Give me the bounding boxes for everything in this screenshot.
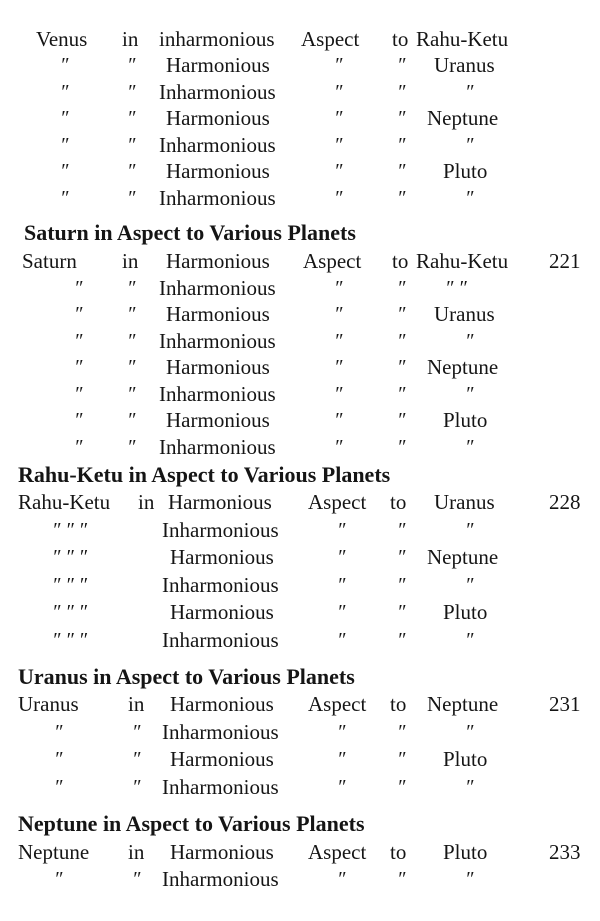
ditto-mark: ″ bbox=[397, 303, 406, 325]
aspect-type-cell: Harmonious bbox=[170, 747, 274, 771]
ditto-mark: ″ bbox=[127, 277, 136, 299]
ditto-mark: ″ bbox=[465, 134, 474, 156]
ditto-mark: ″ bbox=[60, 107, 69, 129]
ditto-mark: ″ bbox=[334, 436, 343, 458]
ditto-mark: ″ bbox=[397, 629, 406, 651]
ditto-mark: ″ bbox=[132, 868, 141, 890]
ditto-mark: ″ bbox=[465, 81, 474, 103]
ditto-mark: ″ bbox=[337, 776, 346, 798]
planet-cell: Uranus bbox=[18, 692, 79, 716]
page-number: 233 bbox=[549, 840, 581, 864]
table-row bbox=[0, 544, 600, 570]
aspect-type-cell: Harmonious bbox=[170, 840, 274, 864]
ditto-mark: ″ bbox=[334, 409, 343, 431]
ditto-mark: ″ bbox=[74, 277, 83, 299]
aspect-type-cell: Inharmonious bbox=[159, 329, 276, 353]
table-row bbox=[0, 185, 600, 211]
aspect-type-cell: Harmonious bbox=[166, 302, 270, 326]
table-row bbox=[0, 746, 600, 772]
section-heading-neptune: Neptune in Aspect to Various Planets bbox=[18, 811, 365, 836]
ditto-mark: ″ bbox=[397, 546, 406, 568]
ditto-mark: ″ bbox=[132, 776, 141, 798]
table-row bbox=[0, 301, 600, 327]
table-row bbox=[0, 105, 600, 131]
ditto-mark: ″ bbox=[397, 748, 406, 770]
ditto-mark: ″ bbox=[397, 330, 406, 352]
ditto-mark: ″ bbox=[127, 436, 136, 458]
page-number: 228 bbox=[549, 490, 581, 514]
ditto-mark: ″ bbox=[54, 776, 63, 798]
aspect-type-cell: Harmonious bbox=[166, 355, 270, 379]
aspect-cell: Aspect bbox=[303, 249, 362, 273]
ditto-mark: ″ bbox=[397, 409, 406, 431]
ditto-mark: ″ bbox=[397, 721, 406, 743]
ditto-mark: ″ bbox=[337, 574, 346, 596]
target-planet-cell: Rahu-Ketu bbox=[416, 27, 509, 51]
table-row bbox=[0, 434, 600, 460]
aspect-type-cell: Harmonious bbox=[166, 106, 270, 130]
section-heading-rahu-ketu: Rahu-Ketu in Aspect to Various Planets bbox=[18, 462, 391, 487]
table-row bbox=[0, 275, 600, 301]
ditto-mark: ″ bbox=[334, 107, 343, 129]
aspect-cell: Aspect bbox=[308, 840, 367, 864]
ditto-mark: ″ bbox=[337, 519, 346, 541]
table-row bbox=[0, 774, 600, 800]
ditto-mark: ″ bbox=[465, 519, 474, 541]
table-row bbox=[0, 866, 600, 892]
ditto-mark: ″ bbox=[397, 356, 406, 378]
target-planet-cell: Pluto bbox=[443, 747, 488, 771]
table-row bbox=[0, 517, 600, 543]
ditto-mark: ″ bbox=[60, 54, 69, 76]
ditto-mark: ″ ″ ″ bbox=[52, 546, 87, 568]
ditto-mark: ″ bbox=[334, 303, 343, 325]
planet-cell: Venus bbox=[36, 27, 88, 51]
ditto-mark: ″ ″ bbox=[445, 277, 467, 299]
aspect-type-cell: Harmonious bbox=[166, 53, 270, 77]
ditto-mark: ″ bbox=[397, 601, 406, 623]
ditto-mark: ″ bbox=[127, 187, 136, 209]
ditto-mark: ″ bbox=[334, 330, 343, 352]
aspect-type-cell: Inharmonious bbox=[159, 80, 276, 104]
target-planet-cell: Uranus bbox=[434, 490, 495, 514]
table-row bbox=[0, 719, 600, 745]
ditto-mark: ″ bbox=[397, 187, 406, 209]
table-row bbox=[0, 79, 600, 105]
ditto-mark: ″ bbox=[54, 748, 63, 770]
table-row bbox=[0, 328, 600, 354]
target-planet-cell: Rahu-Ketu bbox=[416, 249, 509, 273]
ditto-mark: ″ ″ ″ bbox=[52, 629, 87, 651]
ditto-mark: ″ bbox=[465, 776, 474, 798]
planet-cell: Rahu-Ketu bbox=[18, 490, 111, 514]
ditto-mark: ″ bbox=[465, 868, 474, 890]
ditto-mark: ″ bbox=[74, 409, 83, 431]
ditto-mark: ″ bbox=[60, 134, 69, 156]
target-planet-cell: Neptune bbox=[427, 355, 499, 379]
table-row bbox=[0, 158, 600, 184]
to-cell: to bbox=[392, 249, 409, 273]
aspect-cell: Aspect bbox=[308, 692, 367, 716]
table-row bbox=[0, 839, 600, 865]
ditto-mark: ″ bbox=[337, 721, 346, 743]
table-row bbox=[0, 407, 600, 433]
aspect-type-cell: Harmonious bbox=[166, 159, 270, 183]
ditto-mark: ″ bbox=[127, 54, 136, 76]
table-row bbox=[0, 381, 600, 407]
ditto-mark: ″ bbox=[465, 436, 474, 458]
ditto-mark: ″ bbox=[127, 134, 136, 156]
ditto-mark: ″ bbox=[397, 81, 406, 103]
to-cell: to bbox=[390, 692, 407, 716]
ditto-mark: ″ bbox=[334, 277, 343, 299]
table-row bbox=[0, 627, 600, 653]
target-planet-cell: Pluto bbox=[443, 600, 488, 624]
ditto-mark: ″ bbox=[54, 721, 63, 743]
ditto-mark: ″ bbox=[465, 330, 474, 352]
ditto-mark: ″ bbox=[127, 303, 136, 325]
ditto-mark: ″ ″ ″ bbox=[52, 574, 87, 596]
ditto-mark: ″ bbox=[397, 277, 406, 299]
section-heading-saturn: Saturn in Aspect to Various Planets bbox=[24, 220, 356, 245]
ditto-mark: ″ bbox=[60, 160, 69, 182]
ditto-mark: ″ bbox=[397, 868, 406, 890]
ditto-mark: ″ bbox=[337, 748, 346, 770]
ditto-mark: ″ bbox=[334, 134, 343, 156]
in-cell: in bbox=[138, 490, 155, 514]
ditto-mark: ″ bbox=[74, 383, 83, 405]
planet-cell: Neptune bbox=[18, 840, 90, 864]
ditto-mark: ″ bbox=[74, 330, 83, 352]
aspect-type-cell: Inharmonious bbox=[162, 775, 279, 799]
aspect-type-cell: Inharmonious bbox=[162, 720, 279, 744]
ditto-mark: ″ bbox=[74, 303, 83, 325]
in-cell: in bbox=[128, 840, 145, 864]
aspect-type-cell: Inharmonious bbox=[162, 867, 279, 891]
table-row bbox=[0, 26, 600, 52]
ditto-mark: ″ bbox=[465, 629, 474, 651]
aspect-type-cell: Inharmonious bbox=[162, 628, 279, 652]
aspect-type-cell: Inharmonious bbox=[159, 435, 276, 459]
target-planet-cell: Pluto bbox=[443, 408, 488, 432]
target-planet-cell: Neptune bbox=[427, 545, 499, 569]
ditto-mark: ″ bbox=[397, 107, 406, 129]
ditto-mark: ″ bbox=[60, 81, 69, 103]
target-planet-cell: Pluto bbox=[443, 159, 488, 183]
aspect-type-cell: Harmonious bbox=[166, 408, 270, 432]
page-number: 221 bbox=[549, 249, 581, 273]
ditto-mark: ″ bbox=[74, 356, 83, 378]
ditto-mark: ″ bbox=[337, 601, 346, 623]
ditto-mark: ″ bbox=[465, 721, 474, 743]
table-row bbox=[0, 691, 600, 717]
target-planet-cell: Neptune bbox=[427, 692, 499, 716]
table-row bbox=[0, 132, 600, 158]
in-cell: in bbox=[122, 249, 139, 273]
aspect-type-cell: Inharmonious bbox=[159, 276, 276, 300]
table-row bbox=[0, 599, 600, 625]
planet-cell: Saturn bbox=[22, 249, 77, 273]
aspect-type-cell: Harmonious bbox=[168, 490, 272, 514]
aspect-type-cell: Harmonious bbox=[170, 692, 274, 716]
ditto-mark: ″ bbox=[334, 356, 343, 378]
ditto-mark: ″ bbox=[397, 383, 406, 405]
ditto-mark: ″ bbox=[334, 160, 343, 182]
target-planet-cell: Uranus bbox=[434, 53, 495, 77]
to-cell: to bbox=[390, 490, 407, 514]
table-row bbox=[0, 489, 600, 515]
ditto-mark: ″ bbox=[397, 54, 406, 76]
ditto-mark: ″ bbox=[127, 160, 136, 182]
aspect-type-cell: Harmonious bbox=[170, 545, 274, 569]
table-row bbox=[0, 248, 600, 274]
ditto-mark: ″ bbox=[465, 574, 474, 596]
ditto-mark: ″ bbox=[334, 383, 343, 405]
ditto-mark: ″ bbox=[60, 187, 69, 209]
table-row bbox=[0, 572, 600, 598]
aspect-type-cell: Inharmonious bbox=[159, 382, 276, 406]
page-number: 231 bbox=[549, 692, 581, 716]
to-cell: to bbox=[392, 27, 409, 51]
target-planet-cell: Neptune bbox=[427, 106, 499, 130]
ditto-mark: ″ bbox=[397, 134, 406, 156]
ditto-mark: ″ bbox=[397, 436, 406, 458]
ditto-mark: ″ bbox=[127, 81, 136, 103]
aspect-type-cell: Inharmonious bbox=[162, 573, 279, 597]
ditto-mark: ″ bbox=[397, 160, 406, 182]
aspect-type-cell: inharmonious bbox=[159, 27, 275, 51]
aspect-type-cell: Harmonious bbox=[166, 249, 270, 273]
ditto-mark: ″ bbox=[465, 383, 474, 405]
in-cell: in bbox=[128, 692, 145, 716]
ditto-mark: ″ bbox=[337, 868, 346, 890]
ditto-mark: ″ bbox=[127, 330, 136, 352]
aspect-type-cell: Inharmonious bbox=[162, 518, 279, 542]
to-cell: to bbox=[390, 840, 407, 864]
target-planet-cell: Pluto bbox=[443, 840, 488, 864]
ditto-mark: ″ bbox=[465, 187, 474, 209]
section-heading-uranus: Uranus in Aspect to Various Planets bbox=[18, 664, 355, 689]
ditto-mark: ″ bbox=[337, 546, 346, 568]
ditto-mark: ″ bbox=[132, 748, 141, 770]
ditto-mark: ″ bbox=[397, 776, 406, 798]
ditto-mark: ″ bbox=[127, 107, 136, 129]
table-row bbox=[0, 52, 600, 78]
target-planet-cell: Uranus bbox=[434, 302, 495, 326]
ditto-mark: ″ bbox=[397, 519, 406, 541]
ditto-mark: ″ bbox=[397, 574, 406, 596]
aspect-cell: Aspect bbox=[308, 490, 367, 514]
ditto-mark: ″ bbox=[127, 409, 136, 431]
aspect-type-cell: Inharmonious bbox=[159, 186, 276, 210]
ditto-mark: ″ bbox=[74, 436, 83, 458]
ditto-mark: ″ bbox=[334, 54, 343, 76]
ditto-mark: ″ ″ ″ bbox=[52, 601, 87, 623]
ditto-mark: ″ bbox=[54, 868, 63, 890]
ditto-mark: ″ bbox=[334, 81, 343, 103]
table-row bbox=[0, 354, 600, 380]
ditto-mark: ″ bbox=[132, 721, 141, 743]
in-cell: in bbox=[122, 27, 139, 51]
ditto-mark: ″ bbox=[127, 383, 136, 405]
aspect-type-cell: Harmonious bbox=[170, 600, 274, 624]
ditto-mark: ″ bbox=[337, 629, 346, 651]
ditto-mark: ″ bbox=[334, 187, 343, 209]
aspect-type-cell: Inharmonious bbox=[159, 133, 276, 157]
aspect-cell: Aspect bbox=[301, 27, 360, 51]
ditto-mark: ″ bbox=[127, 356, 136, 378]
ditto-mark: ″ ″ ″ bbox=[52, 519, 87, 541]
